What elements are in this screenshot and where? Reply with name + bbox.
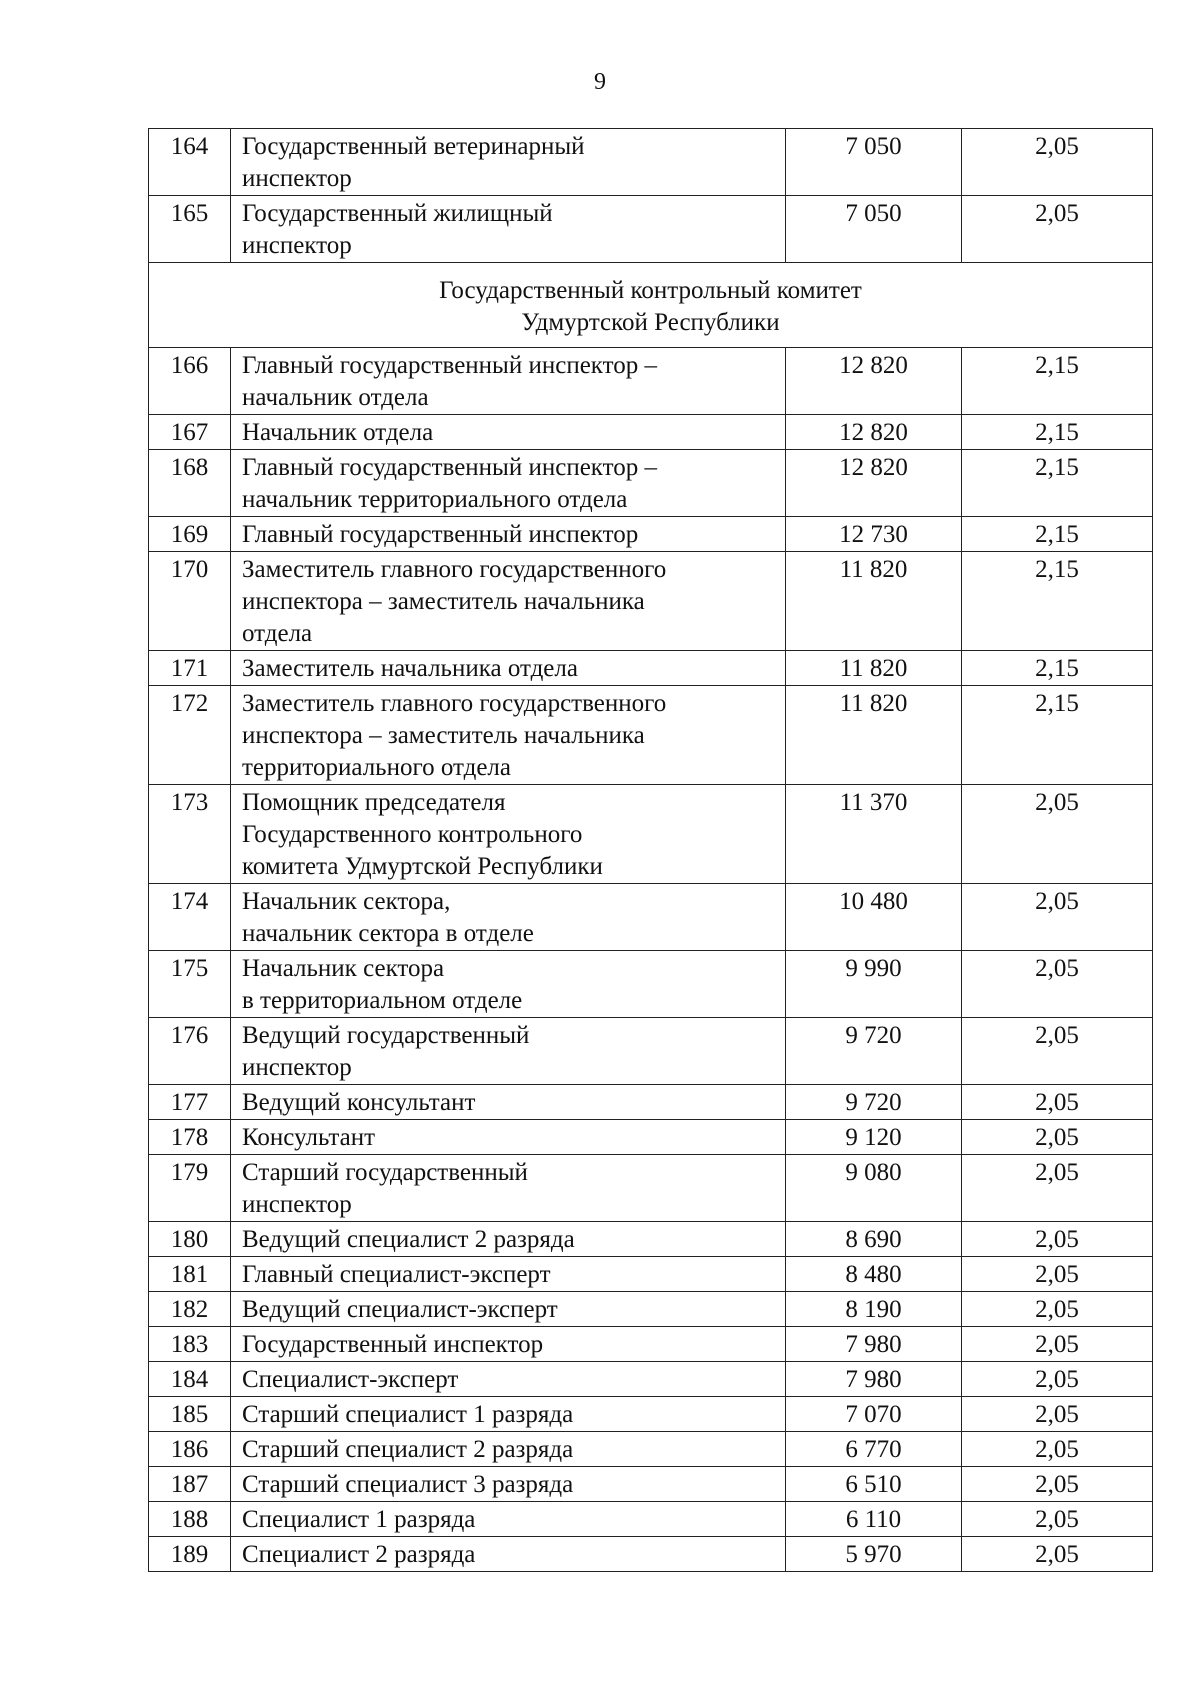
row-number [149,1467,231,1502]
row-number-text: 173 [170,789,209,816]
position-name [231,415,786,450]
table-row [149,951,1153,1018]
position-name-line: Помощник председателя [242,789,506,816]
row-number [149,951,231,1018]
row-number-text: 172 [170,690,209,717]
position-name [231,129,786,196]
row-number-text: 164 [170,133,209,160]
position-name [231,1155,786,1222]
salary-text: 9 720 [845,1022,902,1049]
position-name-line: Заместитель главного государственного [242,690,667,717]
table-row [149,517,1153,552]
position-name-line: Государственный жилищный [242,200,553,227]
row-number [149,129,231,196]
position-name-line: Специалист 2 разряда [242,1541,476,1568]
coefficient-value [962,1257,1153,1292]
position-name-line: начальник сектора в отделе [242,920,534,947]
salary-value [786,517,962,552]
coefficient-text: 2,05 [1035,1436,1079,1463]
coefficient-text: 2,15 [1035,521,1079,548]
row-number-text: 175 [170,955,209,982]
row-number-text: 170 [170,556,209,583]
table-row [149,1432,1153,1467]
salary-value [786,1397,962,1432]
position-name-line: Старший специалист 3 разряда [242,1471,574,1498]
position-name-line: Ведущий специалист-эксперт [242,1296,558,1323]
position-name-line: начальник отдела [242,384,429,411]
salary-value [786,1257,962,1292]
coefficient-text: 2,05 [1035,1541,1079,1568]
table-row [149,1257,1153,1292]
salary-value [786,1467,962,1502]
page-number: 9 [594,69,606,95]
coefficient-value [962,1362,1153,1397]
position-name-line: Старший специалист 1 разряда [242,1401,574,1428]
coefficient-text: 2,05 [1035,1471,1079,1498]
row-number [149,1257,231,1292]
section-title-line: Государственный контрольный комитет [439,277,862,304]
row-number [149,348,231,415]
salary-text: 6 110 [845,1506,902,1533]
coefficient-text: 2,05 [1035,1261,1079,1288]
coefficient-text: 2,15 [1035,556,1079,583]
coefficient-value [962,1327,1153,1362]
coefficient-value [962,1467,1153,1502]
position-name [231,1327,786,1362]
position-name-line: Начальник сектора [242,955,445,982]
salary-text: 7 980 [845,1366,902,1393]
row-number-text: 180 [170,1226,209,1253]
salary-value [786,884,962,951]
position-name-line: территориального отдела [242,754,511,781]
salary-value [786,196,962,263]
salary-text: 8 190 [845,1296,902,1323]
coefficient-value [962,415,1153,450]
position-name-line: начальник территориального отдела [242,486,628,513]
coefficient-text: 2,05 [1035,1159,1079,1186]
coefficient-value [962,1397,1153,1432]
coefficient-text: 2,05 [1035,1226,1079,1253]
coefficient-value [962,951,1153,1018]
row-number-text: 183 [170,1331,209,1358]
salary-text: 12 730 [839,521,908,548]
row-number [149,517,231,552]
coefficient-text: 2,05 [1035,1506,1079,1533]
coefficient-text: 2,05 [1035,1366,1079,1393]
coefficient-text: 2,05 [1035,888,1079,915]
table-row [149,1085,1153,1120]
salary-value [786,651,962,686]
salary-text: 10 480 [839,888,908,915]
row-number [149,1397,231,1432]
section-header-row [149,263,1153,348]
salary-value [786,1537,962,1572]
position-name-line: Заместитель начальника отдела [242,655,578,682]
coefficient-value [962,450,1153,517]
table-row [149,785,1153,884]
coefficient-value [962,884,1153,951]
position-name-line: Ведущий специалист 2 разряда [242,1226,575,1253]
coefficient-value [962,1120,1153,1155]
salary-value [786,552,962,651]
row-number-text: 189 [170,1541,209,1568]
salary-value [786,1018,962,1085]
position-name-line: отдела [242,620,313,647]
salary-value [786,1502,962,1537]
coefficient-value [962,1432,1153,1467]
coefficient-text: 2,05 [1035,1296,1079,1323]
row-number [149,450,231,517]
position-name [231,1292,786,1327]
row-number-text: 166 [170,352,209,379]
table-row [149,1018,1153,1085]
coefficient-value [962,1502,1153,1537]
row-number [149,1018,231,1085]
row-number [149,1292,231,1327]
salary-text: 6 510 [845,1471,902,1498]
coefficient-value [962,196,1153,263]
coefficient-text: 2,05 [1035,1331,1079,1358]
row-number-text: 171 [170,655,209,682]
salary-table [148,128,1153,1572]
salary-table-body [149,129,1153,1572]
salary-value [786,415,962,450]
position-name [231,1502,786,1537]
coefficient-value [962,129,1153,196]
row-number [149,196,231,263]
row-number [149,1362,231,1397]
position-name [231,785,786,884]
position-name [231,1257,786,1292]
position-name [231,450,786,517]
table-row [149,1155,1153,1222]
position-name-line: инспектора – заместитель начальника [242,722,645,749]
coefficient-text: 2,05 [1035,200,1079,227]
position-name-line: Главный государственный инспектор – [242,352,657,379]
table-row [149,1362,1153,1397]
salary-text: 11 820 [839,690,908,717]
table-row [149,1327,1153,1362]
coefficient-value [962,686,1153,785]
position-name-line: в территориальном отделе [242,987,523,1014]
salary-text: 7 980 [845,1331,902,1358]
row-number [149,1120,231,1155]
table-row [149,1397,1153,1432]
coefficient-text: 2,15 [1035,690,1079,717]
position-name [231,1120,786,1155]
row-number-text: 178 [170,1124,209,1151]
salary-value [786,348,962,415]
position-name-line: Старший государственный [242,1159,528,1186]
position-name [231,951,786,1018]
table-row [149,1502,1153,1537]
salary-text: 11 820 [839,556,908,583]
position-name-line: Главный специалист-эксперт [242,1261,551,1288]
salary-text: 8 690 [845,1226,902,1253]
position-name [231,1397,786,1432]
row-number [149,1432,231,1467]
position-name [231,1222,786,1257]
salary-text: 8 480 [845,1261,902,1288]
position-name-line: Государственного контрольного [242,821,583,848]
salary-value [786,1292,962,1327]
row-number [149,1327,231,1362]
table-row [149,1292,1153,1327]
position-name-line: Консультант [242,1124,376,1151]
row-number [149,884,231,951]
row-number-text: 177 [170,1089,209,1116]
table-row [149,1537,1153,1572]
row-number-text: 174 [170,888,209,915]
coefficient-text: 2,05 [1035,1089,1079,1116]
position-name [231,1018,786,1085]
position-name-line: Главный государственный инспектор – [242,454,657,481]
salary-text: 9 990 [845,955,902,982]
coefficient-text: 2,15 [1035,454,1079,481]
section-title [149,263,1153,348]
row-number-text: 167 [170,419,209,446]
salary-text: 9 080 [845,1159,902,1186]
coefficient-value [962,348,1153,415]
table-row [149,348,1153,415]
position-name [231,196,786,263]
position-name-line: Начальник сектора, [242,888,451,915]
position-name [231,1085,786,1120]
salary-text: 9 720 [845,1089,902,1116]
table-row [149,450,1153,517]
row-number-text: 165 [170,200,209,227]
coefficient-text: 2,05 [1035,1401,1079,1428]
position-name-line: Специалист-эксперт [242,1366,459,1393]
row-number-text: 182 [170,1296,209,1323]
row-number-text: 188 [170,1506,209,1533]
row-number-text: 179 [170,1159,209,1186]
salary-value [786,129,962,196]
position-name-line: Государственный ветеринарный [242,133,585,160]
position-name-line: Заместитель главного государственного [242,556,667,583]
coefficient-text: 2,05 [1035,955,1079,982]
salary-value [786,1432,962,1467]
salary-text: 12 820 [839,419,908,446]
coefficient-value [962,1085,1153,1120]
coefficient-value [962,517,1153,552]
position-name-line: Специалист 1 разряда [242,1506,476,1533]
table-row [149,196,1153,263]
salary-text: 7 050 [845,133,902,160]
row-number [149,552,231,651]
table-row [149,686,1153,785]
position-name [231,1467,786,1502]
salary-value [786,1362,962,1397]
salary-text: 11 370 [839,789,908,816]
position-name [231,348,786,415]
row-number-text: 169 [170,521,209,548]
coefficient-value [962,1155,1153,1222]
salary-value [786,450,962,517]
position-name-line: Начальник отдела [242,419,434,446]
table-row [149,129,1153,196]
row-number-text: 176 [170,1022,209,1049]
position-name-line: инспектора – заместитель начальника [242,588,645,615]
row-number [149,1537,231,1572]
salary-text: 9 120 [845,1124,902,1151]
row-number [149,686,231,785]
salary-value [786,1155,962,1222]
coefficient-value [962,785,1153,884]
position-name-line: комитета Удмуртской Республики [242,853,603,880]
salary-text: 12 820 [839,454,908,481]
salary-text: 6 770 [845,1436,902,1463]
position-name-line: инспектор [242,165,352,192]
position-name [231,1362,786,1397]
table-row [149,552,1153,651]
coefficient-text: 2,05 [1035,1124,1079,1151]
row-number [149,1222,231,1257]
salary-text: 7 050 [845,200,902,227]
row-number [149,651,231,686]
position-name [231,884,786,951]
row-number-text: 186 [170,1436,209,1463]
section-title-line: Удмуртской Республики [521,309,780,336]
position-name [231,552,786,651]
position-name [231,517,786,552]
salary-value [786,1222,962,1257]
coefficient-value [962,552,1153,651]
position-name [231,651,786,686]
position-name [231,1432,786,1467]
coefficient-value [962,1222,1153,1257]
position-name-line: Ведущий консультант [242,1089,476,1116]
row-number-text: 185 [170,1401,209,1428]
row-number [149,415,231,450]
table-row [149,415,1153,450]
coefficient-text: 2,15 [1035,655,1079,682]
position-name-line: Ведущий государственный [242,1022,530,1049]
coefficient-text: 2,05 [1035,1022,1079,1049]
row-number-text: 187 [170,1471,209,1498]
coefficient-text: 2,15 [1035,419,1079,446]
coefficient-value [962,1292,1153,1327]
salary-text: 5 970 [845,1541,902,1568]
coefficient-text: 2,05 [1035,133,1079,160]
table-row [149,651,1153,686]
row-number-text: 184 [170,1366,209,1393]
position-name-line: инспектор [242,1191,352,1218]
salary-value [786,785,962,884]
position-name-line: инспектор [242,232,352,259]
table-row [149,1120,1153,1155]
position-name-line: инспектор [242,1054,352,1081]
salary-text: 11 820 [839,655,908,682]
coefficient-value [962,651,1153,686]
position-name-line: Государственный инспектор [242,1331,544,1358]
position-name-line: Главный государственный инспектор [242,521,639,548]
salary-value [786,1327,962,1362]
salary-value [786,686,962,785]
row-number-text: 168 [170,454,209,481]
row-number [149,785,231,884]
position-name-line: Старший специалист 2 разряда [242,1436,574,1463]
table-row [149,884,1153,951]
salary-value [786,951,962,1018]
row-number-text: 181 [170,1261,209,1288]
position-name [231,686,786,785]
salary-value [786,1085,962,1120]
row-number [149,1155,231,1222]
table-row [149,1222,1153,1257]
table-row [149,1467,1153,1502]
coefficient-text: 2,05 [1035,789,1079,816]
coefficient-text: 2,15 [1035,352,1079,379]
row-number [149,1502,231,1537]
salary-value [786,1120,962,1155]
salary-text: 12 820 [839,352,908,379]
coefficient-value [962,1018,1153,1085]
coefficient-value [962,1537,1153,1572]
row-number [149,1085,231,1120]
salary-text: 7 070 [845,1401,902,1428]
position-name [231,1537,786,1572]
